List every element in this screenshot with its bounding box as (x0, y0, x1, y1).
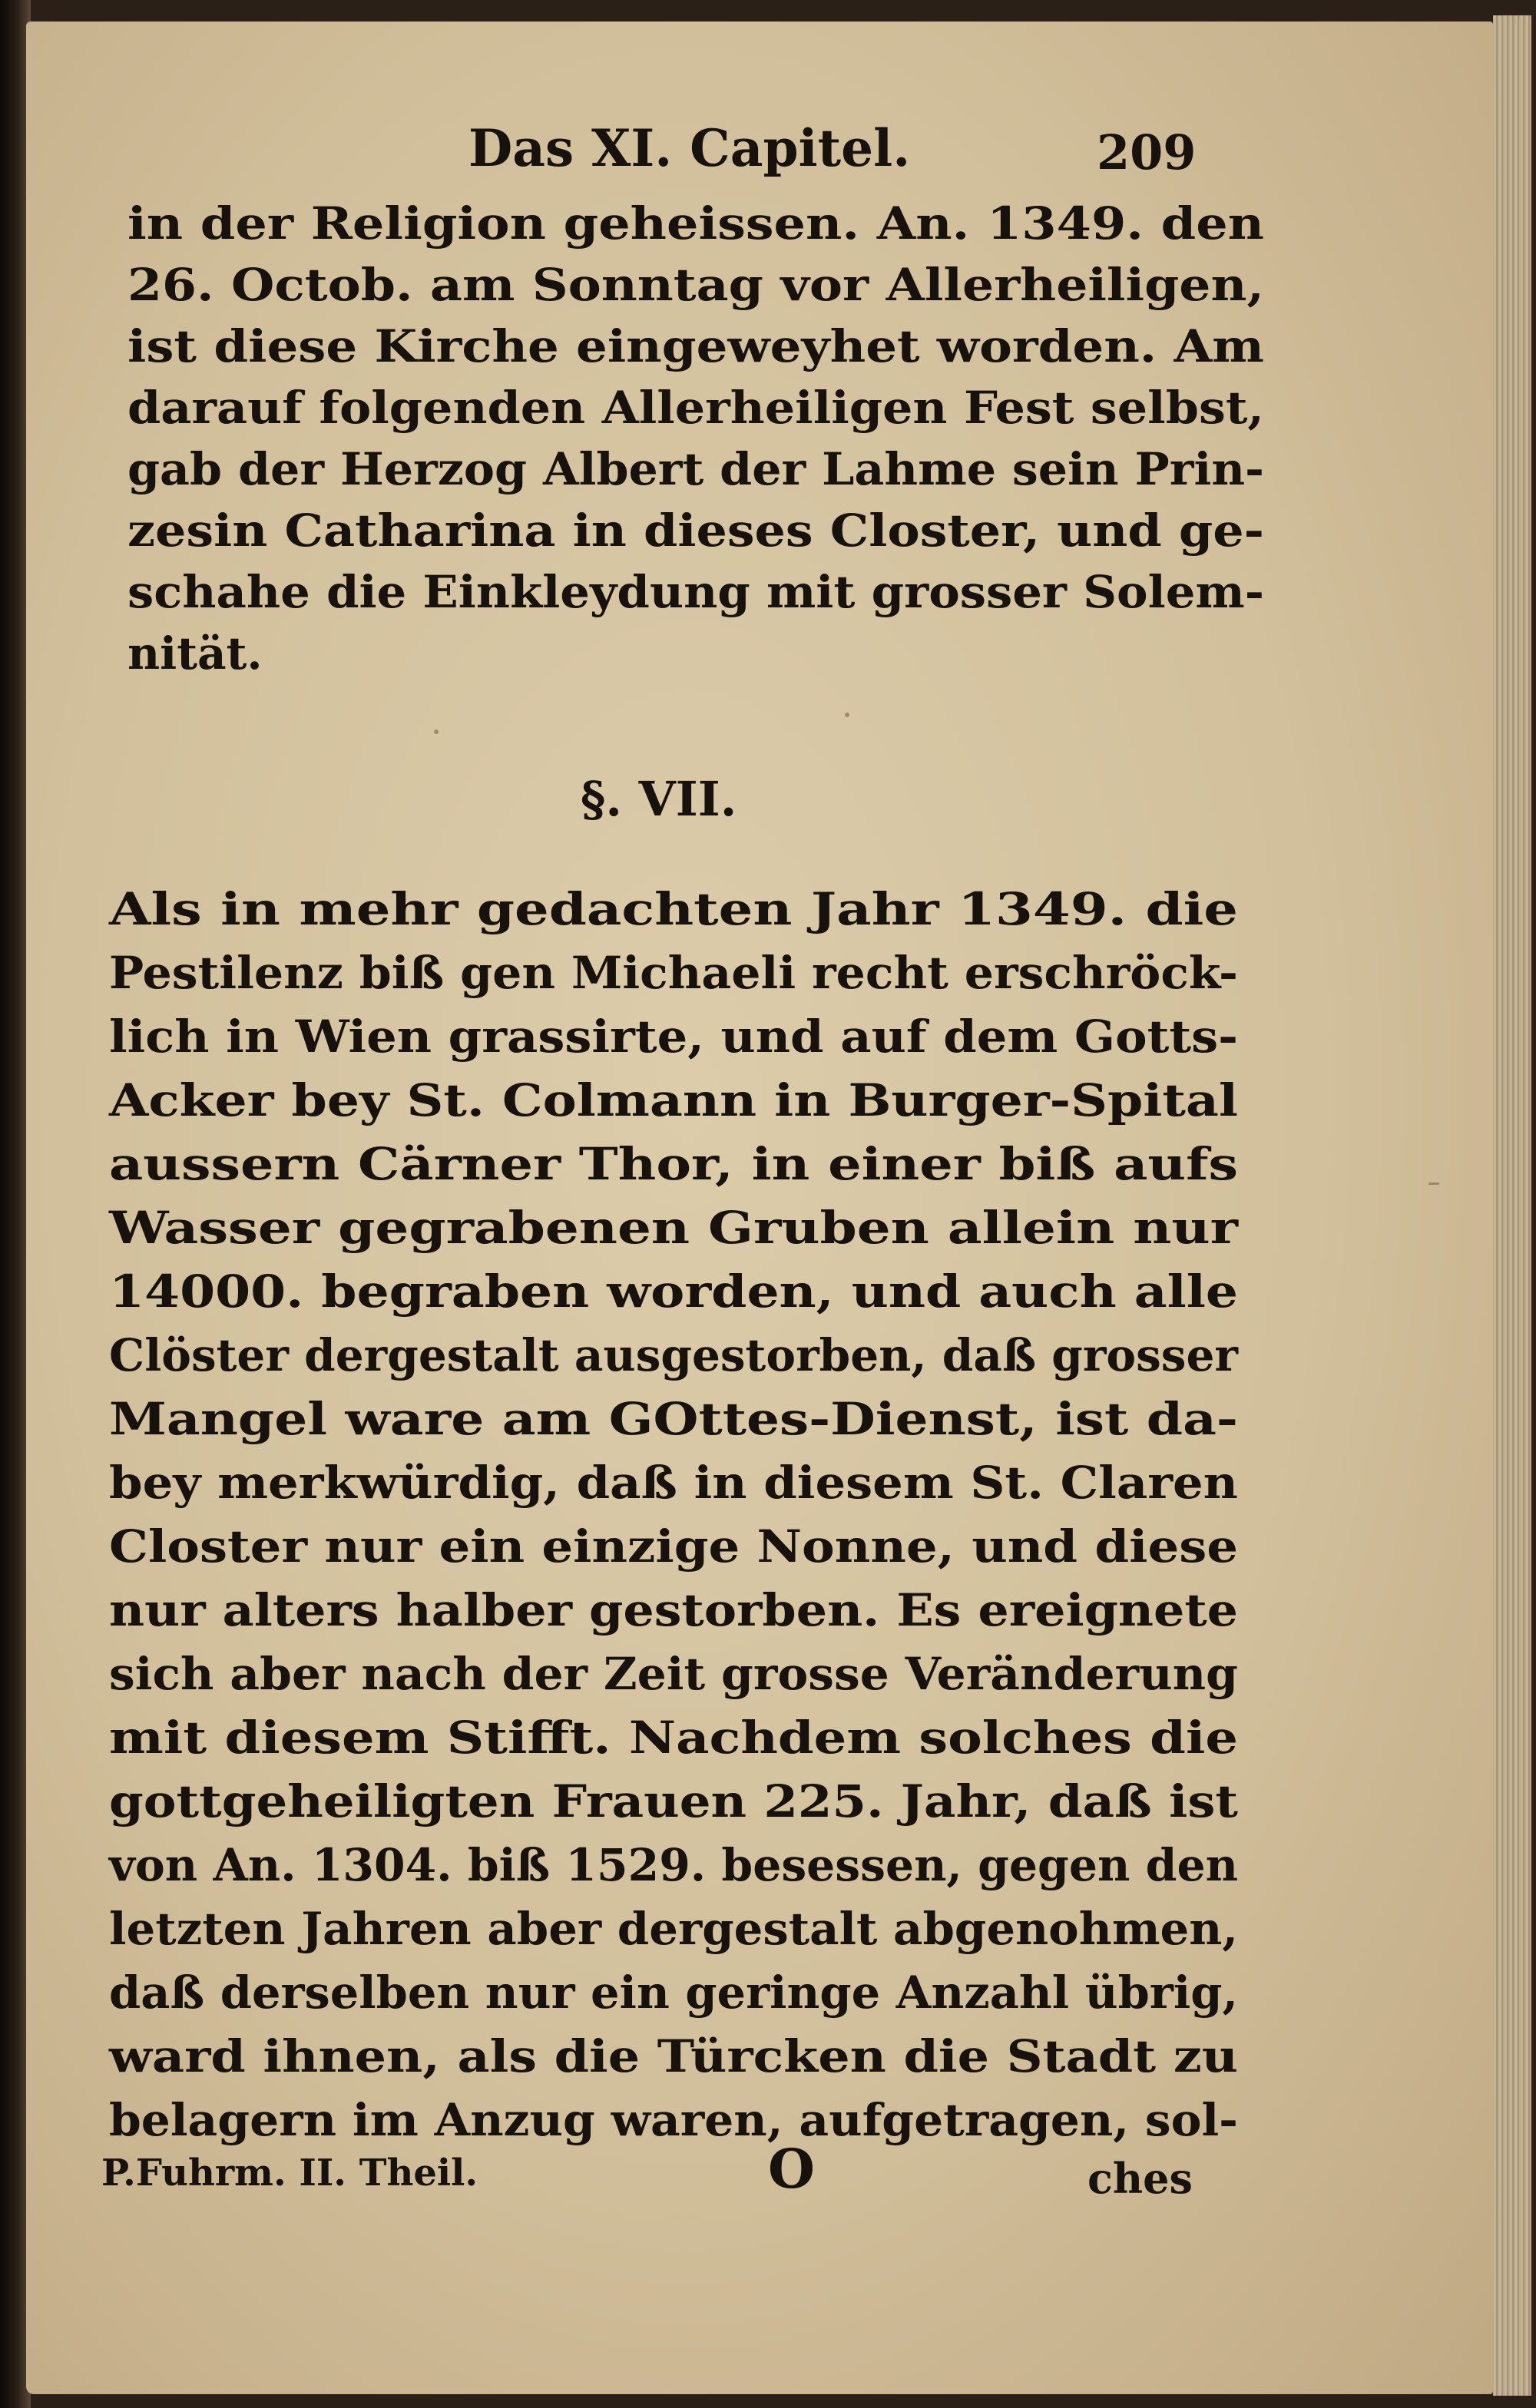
text-line: Pestilenz biß gen Michaeli recht erschröck- (109, 947, 1238, 999)
text-line: ist diese Kirche eingeweyhet worden. Am (127, 320, 1264, 372)
text-line: nur alters halber gestorben. Es ereignete (109, 1584, 1238, 1636)
text-line: daß derselben nur ein geringe Anzahl übrig, (109, 1966, 1238, 2019)
text-line: in der Religion geheissen. An. 1349. den (127, 197, 1264, 250)
page-edges (1493, 15, 1531, 2396)
text-line: bey merkwürdig, daß in diesem St. Claren (109, 1457, 1238, 1509)
text-line: schahe die Einkleydung mit grosser Solem- (127, 566, 1264, 618)
text-line: Wasser gegrabenen Gruben allein nur (109, 1202, 1238, 1254)
section-heading: §. VII. (581, 771, 737, 827)
text-line: mit diesem Stifft. Nachdem solches die (109, 1712, 1238, 1764)
text-line: gab der Herzog Albert der Lahme sein Prin- (127, 443, 1264, 495)
catchword: ches (1087, 2154, 1193, 2203)
text-line: zesin Catharina in dieses Closter, und ge- (127, 504, 1264, 557)
paper-speck (845, 713, 849, 717)
signature-letter: O (768, 2137, 815, 2201)
page-number: 209 (1097, 124, 1197, 180)
text-line: darauf folgenden Allerheiligen Fest selbst, (127, 382, 1264, 434)
text-line: 26. Octob. am Sonntag vor Allerheiligen, (127, 259, 1264, 311)
paper-speck (1428, 1182, 1439, 1185)
text-line: von An. 1304. biß 1529. besessen, gegen den (109, 1839, 1238, 1891)
text-line: sich aber nach der Zeit grosse Veränderung (109, 1648, 1238, 1700)
text-line: nität. (127, 627, 263, 680)
text-line: Als in mehr gedachten Jahr 1349. die (109, 883, 1238, 935)
text-line: Mangel ware am GOttes-Dienst, ist da- (109, 1393, 1238, 1445)
text-line: letzten Jahren aber dergestalt abgenohmen, (109, 1903, 1238, 1955)
text-line: gottgeheiligten Frauen 225. Jahr, daß ist (109, 1775, 1238, 1828)
paper-speck (434, 729, 439, 734)
text-line: Acker bey St. Colmann in Burger-Spital (109, 1074, 1238, 1126)
text-line: ward ihnen, als die Türcken die Stadt zu (109, 2030, 1238, 2082)
text-line: 14000. begraben worden, und auch alle (109, 1265, 1238, 1318)
text-line: Clöster dergestalt ausgestorben, daß grosser (109, 1329, 1238, 1381)
text-line: belagern im Anzug waren, aufgetragen, sol- (109, 2094, 1238, 2146)
text-line: lich in Wien grassirte, und auf dem Gotts- (109, 1011, 1238, 1063)
running-title: Das XI. Capitel. (468, 118, 911, 178)
text-line: aussern Cärner Thor, in einer biß aufs (109, 1138, 1238, 1190)
signature-mark: P.Fuhrm. II. Theil. (101, 2152, 478, 2195)
text-line: Closter nur ein einzige Nonne, und diese (109, 1520, 1238, 1573)
